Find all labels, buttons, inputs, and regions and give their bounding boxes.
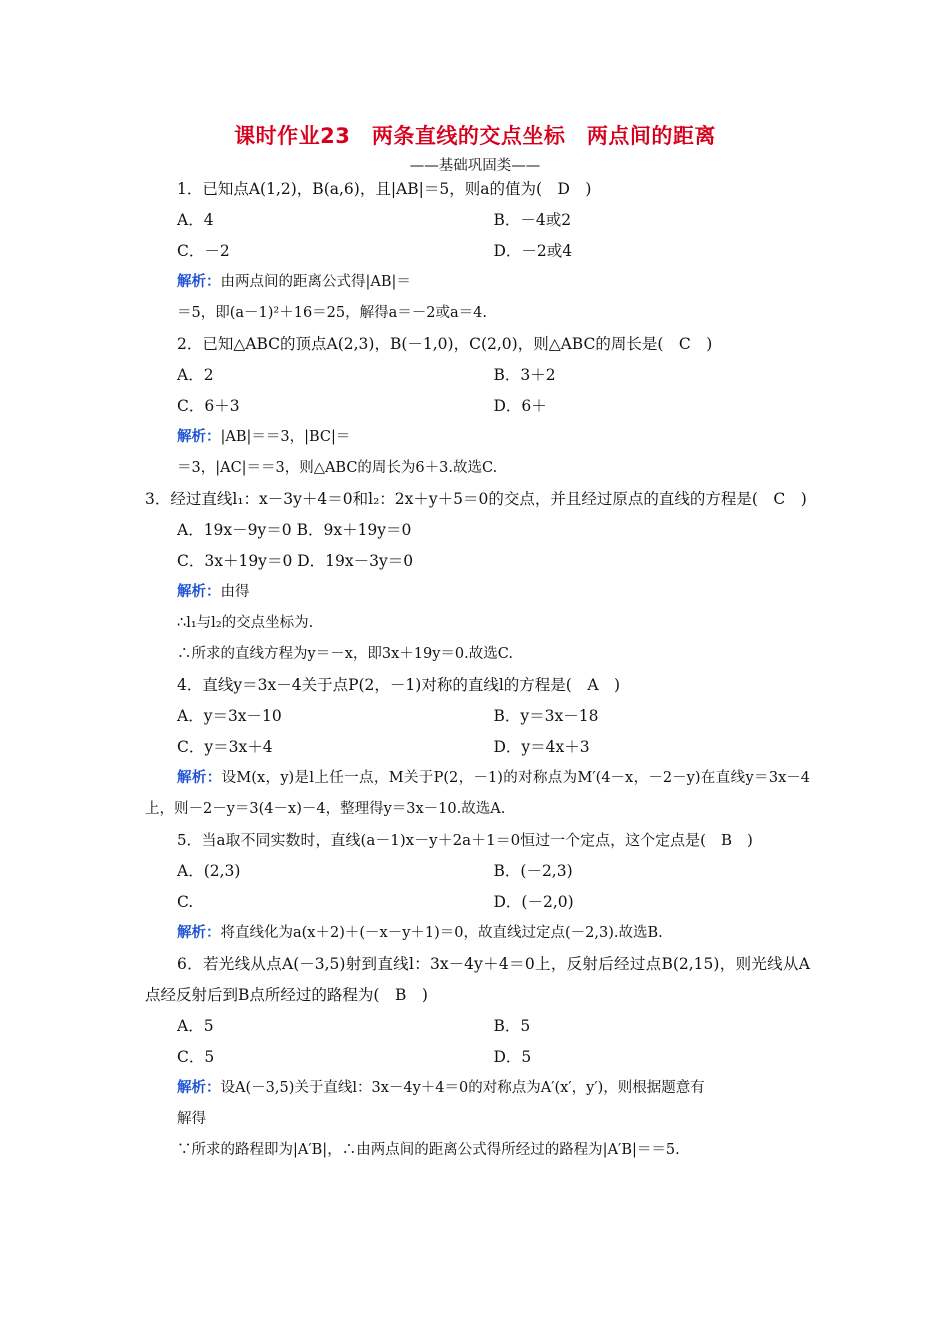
question-4-option-a: A．y＝3x－10 xyxy=(177,707,282,725)
question-2-option-c: C．6＋3 xyxy=(177,397,240,415)
question-3-option-c: C．3x＋19y＝0 xyxy=(177,552,293,570)
solution-label: 解析： xyxy=(177,1080,221,1096)
question-3-solution-line-2: ∴l₁与l₂的交点坐标为. xyxy=(177,615,314,631)
question-6-solution-line-2: 解得 xyxy=(177,1111,206,1127)
solution-label: 解析： xyxy=(177,429,221,445)
question-2-option-d: D．6＋ xyxy=(493,397,547,415)
solution-label: 解析： xyxy=(177,584,221,600)
question-6-option-d: D．5 xyxy=(493,1048,532,1066)
question-1-solution-line-1: 解析：由两点间的距离公式得|AB|＝ xyxy=(177,274,411,290)
question-1-option-b: B．－4或2 xyxy=(493,211,572,229)
question-5-options-row-1 xyxy=(145,856,810,887)
question-4-option-c: C．y＝3x＋4 xyxy=(177,738,273,756)
question-2-options-row-2 xyxy=(145,391,810,422)
question-6-options-row-2 xyxy=(145,1042,810,1073)
question-1-option-a: A．4 xyxy=(177,211,214,229)
solution-label: 解析： xyxy=(177,925,221,941)
solution-label: 解析： xyxy=(177,770,222,786)
question-2-stem: 2．已知△ABC的顶点A(2,3)，B(－1,0)，C(2,0)，则△ABC的周长是( C ) xyxy=(177,335,713,353)
question-6-option-b: B．5 xyxy=(493,1017,531,1035)
question-1-option-c: C．－2 xyxy=(177,242,230,260)
question-2-solution-line-1: 解析：|AB|＝＝3，|BC|＝ xyxy=(177,429,351,445)
question-1-options-row-2 xyxy=(145,236,810,267)
question-2-options-row-1 xyxy=(145,360,810,391)
question-2-solution-line-2: ＝3，|AC|＝＝3，则△ABC的周长为6＋3.故选C. xyxy=(177,460,498,476)
question-5-option-b: B．(－2,3) xyxy=(493,862,573,880)
question-3-option-d: D．19x－3y＝0 xyxy=(297,552,414,570)
question-5-solution: 解析：将直线化为a(x＋2)＋(－x－y＋1)＝0，故直线过定点(－2,3).故选B. xyxy=(177,925,663,941)
question-2-option-b: B．3＋2 xyxy=(493,366,556,384)
question-3-solution-line-3: ∴所求的直线方程为y＝－x，即3x＋19y＝0.故选C. xyxy=(177,646,513,662)
question-3-options-row-2 xyxy=(145,546,810,577)
question-6-options-row-1 xyxy=(145,1011,810,1042)
question-1-options-row-1 xyxy=(145,205,810,236)
section-subtitle: ——基础巩固类—— xyxy=(409,158,541,174)
question-4-option-d: D．y＝4x＋3 xyxy=(493,738,590,756)
question-6-option-c: C．5 xyxy=(177,1048,215,1066)
question-list xyxy=(145,174,810,1166)
question-5-options-row-2 xyxy=(145,887,810,918)
question-5-option-c: C. xyxy=(177,893,194,911)
question-3-option-b: B．9x＋19y＝0 xyxy=(296,521,412,539)
question-3-stem: 3．经过直线l₁：x－3y＋4＝0和l₂：2x＋y＋5＝0的交点，并且经过原点的直线的方程是( C ) xyxy=(145,490,807,508)
question-4-solution: 解析：设M(x，y)是l上任一点，M关于P(2，－1)的对称点为M′(4－x，－2－y)在直线y＝3x－4上，则－2－y＝3(4－x)－4，整理得y＝3x－10.故选A. xyxy=(145,770,810,817)
question-6-option-a: A．5 xyxy=(177,1017,214,1035)
question-2-option-a: A．2 xyxy=(177,366,214,384)
question-5-option-a: A．(2,3) xyxy=(177,862,241,880)
question-5-option-d: D．(－2,0) xyxy=(493,893,574,911)
question-4-stem: 4．直线y＝3x－4关于点P(2，－1)对称的直线l的方程是( A ) xyxy=(177,676,621,694)
question-1-solution-line-2: ＝5，即(a－1)²＋16＝25，解得a＝－2或a＝4. xyxy=(177,305,487,321)
question-3-option-a: A．19x－9y＝0 xyxy=(177,521,292,539)
question-1-stem: 1．已知点A(1,2)，B(a,6)，且|AB|＝5，则a的值为( D ) xyxy=(177,180,592,198)
solution-label: 解析： xyxy=(177,274,221,290)
question-6-solution-line-1: 解析：设A(－3,5)关于直线l：3x－4y＋4＝0的对称点为A′(x′，y′)，则根据题意有 xyxy=(177,1080,705,1096)
question-3-options-row-1 xyxy=(145,515,810,546)
question-1-option-d: D．－2或4 xyxy=(493,242,573,260)
question-4-option-b: B．y＝3x－18 xyxy=(493,707,599,725)
question-5-stem: 5．当a取不同实数时，直线(a－1)x－y＋2a＋1＝0恒过一个定点，这个定点是( B ) xyxy=(177,831,753,849)
question-3-solution-line-1: 解析：由得 xyxy=(177,584,250,600)
question-4-options-row-2 xyxy=(145,732,810,763)
question-4-options-row-1 xyxy=(145,701,810,732)
question-6-solution-line-3: ∵所求的路程即为|A′B|，∴由两点间的距离公式得所经过的路程为|A′B|＝＝5. xyxy=(177,1142,680,1158)
page-title: 课时作业23 两条直线的交点坐标 两点间的距离 xyxy=(234,124,716,148)
question-6-stem: 6．若光线从点A(－3,5)射到直线l：3x－4y＋4＝0上，反射后经过点B(2,15)，则光线从A点经反射后到B点所经过的路程为( B ) xyxy=(145,955,810,1004)
